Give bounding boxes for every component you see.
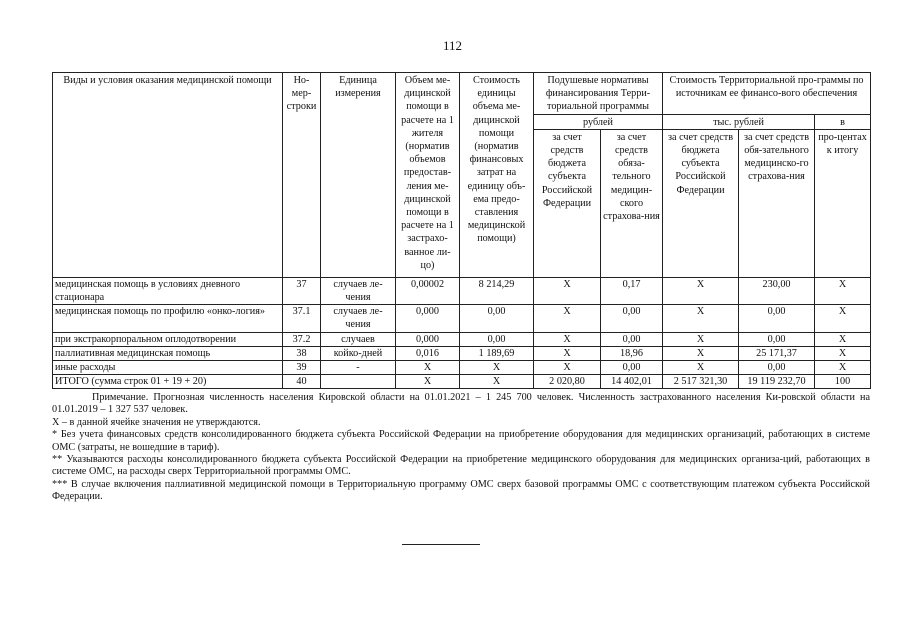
row-pc-budget: X [534, 305, 601, 332]
note-3: *** В случае включения паллиативной медицинской помощи в Территориальную программу ОМС сверх базовой программы ОМС с соответствующим платежом субъекта Российской Федерации. [52, 478, 870, 503]
header-kinds: Виды и условия оказания медицинской помощи [53, 73, 283, 278]
row-volume: X [396, 361, 460, 375]
row-percent: X [815, 361, 871, 375]
note-1: * Без учета финансовых средств консолидированного бюджета субъекта Российской Федерации на приобретение оборудования для медицинских организаций, работающих в системе ОМС (затраты, не вошедшие в тариф). [52, 429, 870, 453]
total-row [53, 375, 871, 389]
row-total-budget: X [663, 305, 739, 332]
row-pc-budget: X [534, 332, 601, 346]
total-total-oms: 19 119 232,70 [739, 375, 815, 389]
row-pc-budget: X [534, 346, 601, 360]
row-number: 37.2 [283, 332, 321, 346]
row-volume: 0,000 [396, 305, 460, 332]
row-unit: койко-дней [321, 346, 396, 360]
header-pc-budget: за счет средств бюджета субъекта Российской Федерации [534, 129, 601, 277]
table-row [53, 277, 871, 304]
total-name: ИТОГО (сумма строк 01 + 19 + 20) [53, 375, 283, 389]
table-row [53, 332, 871, 346]
header-unit: Единица измерения [321, 73, 396, 278]
header-cost: Стоимость единицы объема ме-дицинской помощи (норматив финансовых затрат на единицу объ-ема предо-ставления медицинской помощи) [460, 73, 534, 278]
row-volume: 0,00002 [396, 277, 460, 304]
row-percent: X [815, 346, 871, 360]
row-total-budget: X [663, 277, 739, 304]
header-pc-oms: за счет средств обяза-тельного медицин-ского страхова-ния [601, 129, 663, 277]
note-x: X – в данной ячейке значения не утверждаются. [52, 416, 261, 428]
end-rule [402, 544, 480, 545]
note-2: ** Указываются расходы консолидированного бюджета субъекта Российской Федерации на приобретение медицинского оборудования для медицинских организа-ций, работающих в системе ОМС, на расходы сверх Территориальной программы ОМС. [52, 454, 870, 478]
row-name: паллиативная медицинская помощь [53, 346, 283, 360]
row-number: 37.1 [283, 305, 321, 332]
row-name: при экстракорпоральном оплодотворении [53, 332, 283, 346]
row-pc-oms: 0,00 [601, 361, 663, 375]
row-total-oms: 230,00 [739, 277, 815, 304]
header-unit-percent: в [815, 114, 871, 129]
row-total-budget: X [663, 346, 739, 360]
header-total-budget: за счет средств бюджета субъекта Российской Федерации [663, 129, 739, 277]
row-name: медицинская помощь в условиях дневного стационара [53, 277, 283, 304]
row-cost: X [460, 361, 534, 375]
row-cost: 0,00 [460, 305, 534, 332]
header-volume: Объем ме-дицинской помощи в расчете на 1 жителя (норматив объемов предостав-ления ме-дицинской помощи в расчете на 1 застрахо-ванное ли-цо) [396, 73, 460, 278]
row-total-oms: 0,00 [739, 361, 815, 375]
total-number: 40 [283, 375, 321, 389]
header-row-number: Но-мер-строки [283, 73, 321, 278]
row-percent: X [815, 277, 871, 304]
table-row [53, 346, 871, 360]
row-volume: 0,016 [396, 346, 460, 360]
row-pc-oms: 0,00 [601, 305, 663, 332]
row-pc-budget: X [534, 277, 601, 304]
financing-table [52, 72, 871, 389]
row-pc-oms: 0,00 [601, 332, 663, 346]
row-total-budget: X [663, 361, 739, 375]
header-total-cost-group: Стоимость Территориальной про-граммы по источникам ее финансо-вого обеспечения [663, 73, 871, 115]
header-per-capita-group: Подушевые нормативы финансирования Терри-ториальной программы [534, 73, 663, 115]
row-pc-oms: 18,96 [601, 346, 663, 360]
row-unit: случаев ле-чения [321, 277, 396, 304]
row-percent: X [815, 305, 871, 332]
row-pc-oms: 0,17 [601, 277, 663, 304]
table-row [53, 361, 871, 375]
header-unit-rub: рублей [534, 114, 663, 129]
row-name: медицинская помощь по профилю «онко-логия» [53, 305, 283, 332]
total-unit [321, 375, 396, 389]
row-number: 38 [283, 346, 321, 360]
header-unit-thousand: тыс. рублей [663, 114, 815, 129]
total-pc-oms: 14 402,01 [601, 375, 663, 389]
header-percent: про-центах к итогу [815, 129, 871, 277]
page-number: 112 [442, 38, 463, 53]
row-total-oms: 0,00 [739, 305, 815, 332]
row-unit: случаев ле-чения [321, 305, 396, 332]
row-number: 37 [283, 277, 321, 304]
row-pc-budget: X [534, 361, 601, 375]
row-percent: X [815, 332, 871, 346]
row-name: иные расходы [53, 361, 283, 375]
note-main: Примечание. Прогнозная численность населения Кировской области на 01.01.2021 – 1 245 700 человек. Численность застрахованного населения Ки-ровской области на 01.01.2019 – 1 327 537 человек. [52, 392, 870, 416]
row-number: 39 [283, 361, 321, 375]
row-volume: 0,000 [396, 332, 460, 346]
row-unit: - [321, 361, 396, 375]
row-cost: 8 214,29 [460, 277, 534, 304]
total-percent: 100 [815, 375, 871, 389]
total-total-budget: 2 517 321,30 [663, 375, 739, 389]
row-total-oms: 25 171,37 [739, 346, 815, 360]
row-cost: 1 189,69 [460, 346, 534, 360]
table-row [53, 305, 871, 332]
total-pc-budget: 2 020,80 [534, 375, 601, 389]
notes-section [52, 392, 870, 504]
row-unit: случаев [321, 332, 396, 346]
header-total-oms: за счет средств обя-зательного медицинско-го страхова-ния [739, 129, 815, 277]
row-cost: 0,00 [460, 332, 534, 346]
total-volume: X [396, 375, 460, 389]
row-total-budget: X [663, 332, 739, 346]
row-total-oms: 0,00 [739, 332, 815, 346]
total-cost: X [460, 375, 534, 389]
